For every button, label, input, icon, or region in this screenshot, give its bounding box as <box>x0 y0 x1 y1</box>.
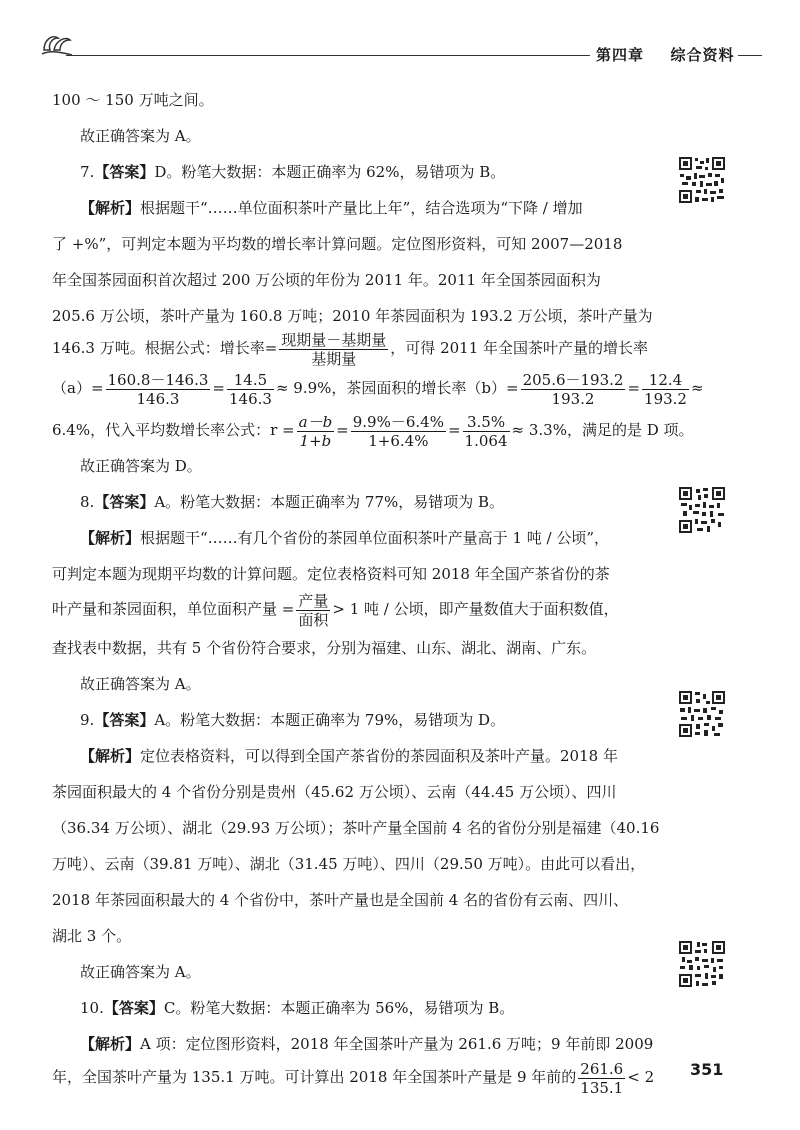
text-line: 了 +%”，可判定本题为平均数的增长率计算问题。定位图形资料，可知 2007—2018 <box>52 235 623 253</box>
text-line: 茶园面积最大的 4 个省份分别是贵州（45.62 万公顷）、云南（44.45 万公顷）、四川 <box>52 783 617 801</box>
fraction-numerator: 产量 <box>298 591 329 610</box>
text-line: 万吨）、云南（39.81 万吨）、湖北（31.45 万吨）、四川（29.50 万吨）。由此可以看出， <box>52 855 646 873</box>
fraction-denominator: 1+6.4% <box>368 431 429 450</box>
fraction-denominator: 146.3 <box>136 389 180 408</box>
analysis-line <box>80 744 618 768</box>
text-segment: < 2 <box>627 1068 655 1086</box>
text-line: 查找表中数据，共有 5 个省份符合要求，分别为福建、山东、湖北、湖南、广东。 <box>52 639 597 657</box>
answer-text: A。粉笔大数据：本题正确率为 77%，易错项为 B。 <box>154 493 505 511</box>
text-line: 故正确答案为 A。 <box>80 127 201 145</box>
fraction <box>578 1060 625 1097</box>
header-title <box>590 44 741 65</box>
analysis-line <box>80 196 583 220</box>
analysis-tag: 【解析】 <box>80 747 141 765</box>
text-segment: = <box>627 379 641 397</box>
formula-line <box>52 410 694 450</box>
fraction-numerator: 12.4 <box>642 371 689 390</box>
text-segment: = <box>212 379 225 397</box>
fraction-numerator: 261.6 <box>580 1059 624 1078</box>
formula-line <box>52 368 704 408</box>
text-line: （36.34 万公顷）、湖北（29.93 万公顷）；茶叶产量全国前 4 名的省份分别是福建（40.16 <box>52 819 660 837</box>
text-segment: 年，全国茶叶产量为 135.1 万吨。可计算出 2018 年全国茶叶产量是 9 年前的 <box>52 1068 577 1086</box>
fraction <box>351 413 446 450</box>
fraction-denominator: 146.3 <box>228 389 272 408</box>
text-line: 2018 年茶园面积最大的 4 个省份中，茶叶产量也是全国前 4 名的省份有云南、四川、 <box>52 891 629 909</box>
qr-code-icon[interactable] <box>678 690 726 738</box>
analysis-line <box>80 526 609 550</box>
answer-line-q8 <box>80 490 504 514</box>
formula-line <box>52 1056 654 1098</box>
question-number: 9. <box>80 711 95 729</box>
qr-code-icon[interactable] <box>678 940 726 988</box>
text-segment: （a）= <box>52 379 104 397</box>
answer-line-q7 <box>80 160 505 184</box>
question-number: 7. <box>80 163 95 181</box>
text-segment: > 1 吨 / 公顷，即产量数值大于面积数值， <box>332 600 619 618</box>
fraction <box>227 371 274 408</box>
fraction-numerator: 14.5 <box>227 371 274 390</box>
fraction <box>279 331 388 368</box>
fraction <box>106 371 211 408</box>
text-line: 故正确答案为 A。 <box>80 963 201 981</box>
qr-code-icon[interactable] <box>678 156 726 204</box>
analysis-tag: 【解析】 <box>80 1035 141 1053</box>
fraction <box>521 371 626 408</box>
answer-tag: 【答案】 <box>94 493 155 511</box>
page-header <box>38 30 762 70</box>
text-segment: ≈ <box>690 379 704 397</box>
text-segment: = <box>447 421 461 439</box>
analysis-text: 根据题干“……单位面积茶叶产量比上年”，结合选项为“下降 / 增加 <box>140 199 583 217</box>
text-segment: 叶产量和茶园面积，单位面积产量 = <box>52 600 295 618</box>
fraction-denominator: 基期量 <box>311 349 357 368</box>
text-line: 年全国茶园面积首次超过 200 万公顷的年份为 2011 年。2011 年全国茶园面积为 <box>52 271 601 289</box>
leaf-icon <box>40 30 74 58</box>
fraction-numerator: 现期量－基期量 <box>281 330 387 349</box>
answer-tag: 【答案】 <box>94 711 155 729</box>
text-segment: ，可得 2011 年全国茶叶产量的增长率 <box>390 339 649 357</box>
chapter-label: 第四章 <box>596 46 645 64</box>
analysis-text: 根据题干“……有几个省份的茶园单位面积茶叶产量高于 1 吨 / 公顷”， <box>140 529 610 547</box>
page-number: 351 <box>690 1060 724 1079</box>
answer-line-q9 <box>80 708 505 732</box>
fraction-numerator: 205.6－193.2 <box>522 370 624 389</box>
analysis-tag: 【解析】 <box>80 199 141 217</box>
text-segment: ≈ 9.9%，茶园面积的增长率（b）= <box>275 379 519 397</box>
section-label: 综合资料 <box>670 46 735 64</box>
answer-text: A。粉笔大数据：本题正确率为 79%，易错项为 D。 <box>154 711 506 729</box>
qr-code-icon[interactable] <box>678 486 726 534</box>
text-line: 可判定本题为现期平均数的计算问题。定位表格资料可知 2018 年全国产茶省份的茶 <box>52 565 610 583</box>
fraction-denominator: 135.1 <box>580 1078 624 1097</box>
fraction <box>297 413 335 450</box>
text-segment: 6.4%，代入平均数增长率公式：r = <box>52 421 295 439</box>
fraction-denominator: 193.2 <box>644 389 687 408</box>
question-number: 8. <box>80 493 95 511</box>
text-segment: 146.3 万吨。根据公式：增长率= <box>52 339 278 357</box>
formula-line <box>52 328 648 368</box>
question-number: 10. <box>80 999 104 1017</box>
analysis-text: A 项：定位图形资料，2018 年全国茶叶产量为 261.6 万吨；9 年前即 2009 <box>140 1035 654 1053</box>
text-line: 故正确答案为 A。 <box>80 675 201 693</box>
fraction-numerator: 9.9%－6.4% <box>352 412 444 431</box>
answer-tag: 【答案】 <box>94 163 155 181</box>
analysis-text: 定位表格资料，可以得到全国产茶省份的茶园面积及茶叶产量。2018 年 <box>140 747 618 765</box>
fraction <box>296 592 330 629</box>
analysis-tag: 【解析】 <box>80 529 141 547</box>
text-line: 故正确答案为 D。 <box>80 457 202 475</box>
answer-tag: 【答案】 <box>103 999 164 1017</box>
text-line: 100 ～ 150 万吨之间。 <box>52 91 214 109</box>
analysis-line <box>80 1032 653 1056</box>
fraction-numerator: a－b <box>298 412 333 431</box>
fraction-numerator: 160.8－146.3 <box>107 370 209 389</box>
text-segment: ≈ 3.3%，满足的是 D 项。 <box>511 421 694 439</box>
text-line: 湖北 3 个。 <box>52 927 132 945</box>
text-line: 205.6 万公顷，茶叶产量为 160.8 万吨；2010 年茶园面积为 193.2 万公顷，茶叶产量为 <box>52 307 653 325</box>
fraction <box>642 371 689 408</box>
formula-line <box>52 588 619 630</box>
fraction-denominator: 1.064 <box>464 431 508 450</box>
fraction <box>463 413 510 450</box>
answer-line-q10 <box>80 996 514 1020</box>
header-rule <box>66 55 614 56</box>
answer-text: D。粉笔大数据：本题正确率为 62%，易错项为 B。 <box>154 163 506 181</box>
fraction-numerator: 3.5% <box>463 413 510 432</box>
text-segment: = <box>336 421 349 439</box>
answer-text: C。粉笔大数据：本题正确率为 56%，易错项为 B。 <box>163 999 515 1017</box>
fraction-denominator: 1+b <box>299 431 332 450</box>
fraction-denominator: 193.2 <box>551 389 595 408</box>
fraction-denominator: 面积 <box>298 610 329 629</box>
header-rule-tail <box>738 55 762 56</box>
